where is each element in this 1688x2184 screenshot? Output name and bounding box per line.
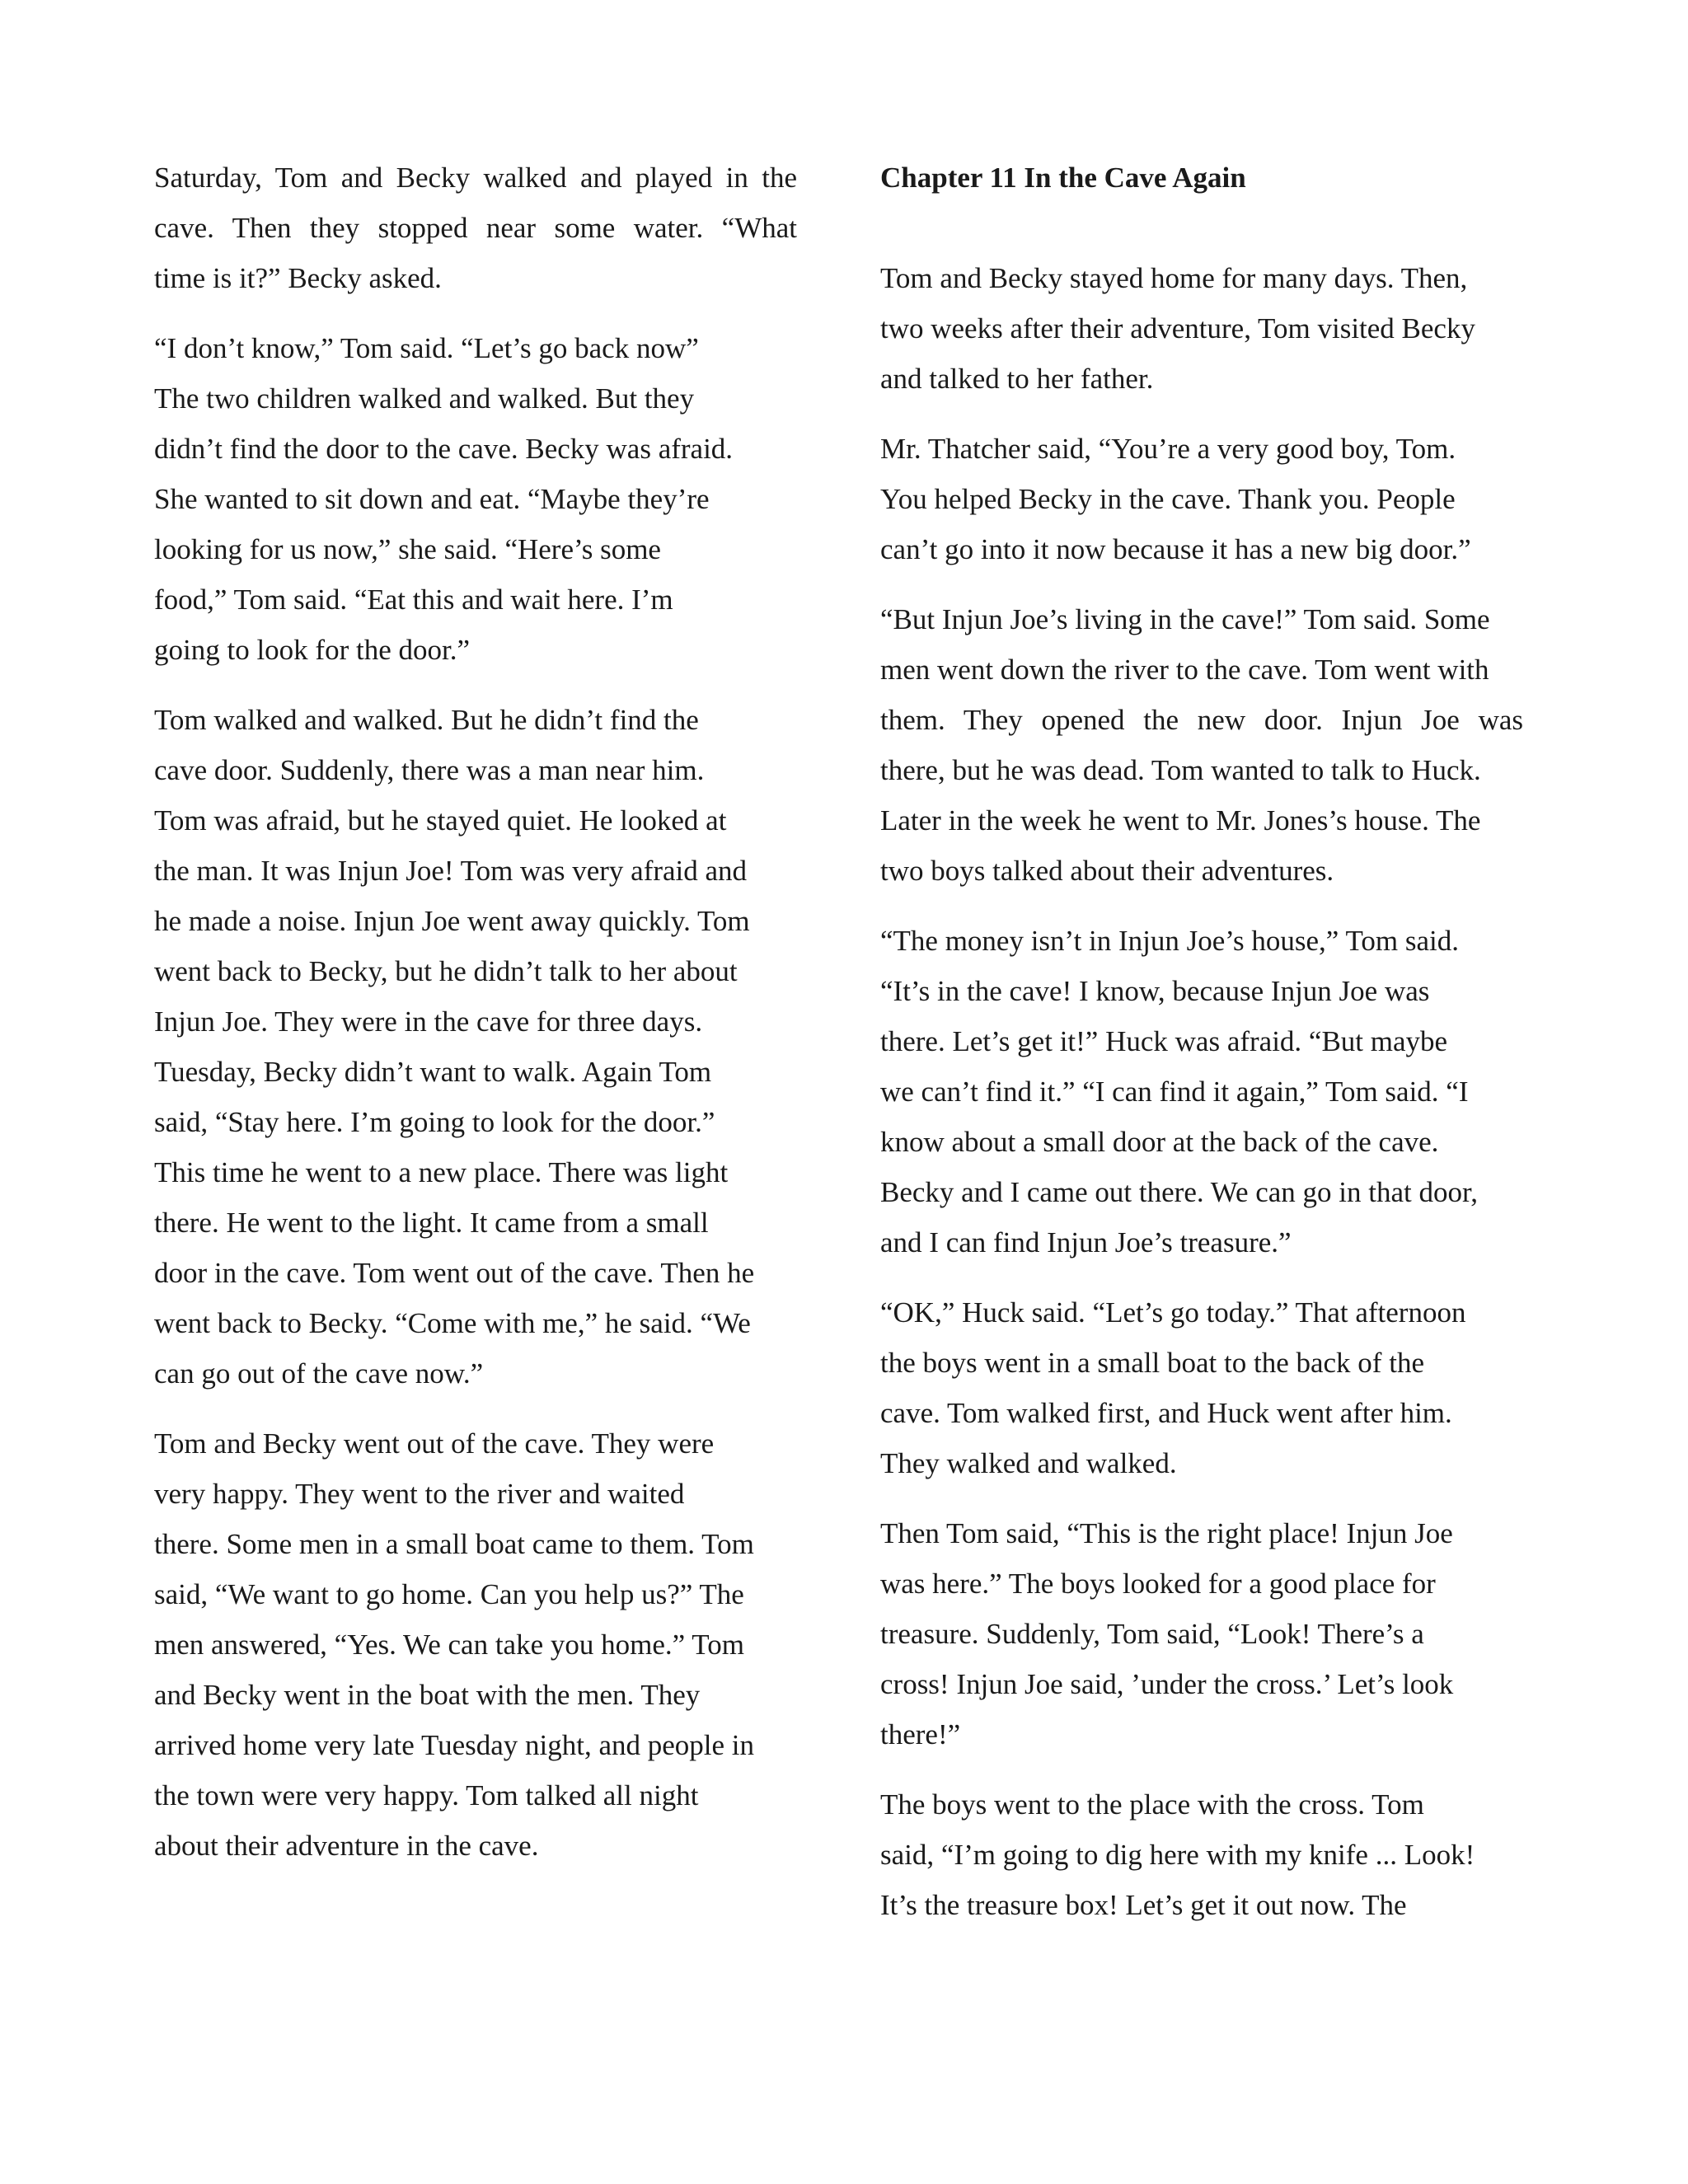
text-line: looking for us now,” she said. “Here’s some bbox=[154, 533, 661, 565]
text-line: door in the cave. Tom went out of the cave. Then he bbox=[154, 1257, 755, 1289]
paragraph bbox=[880, 594, 1523, 896]
text-line: Becky and I came out there. We can go in that door, bbox=[880, 1176, 1479, 1208]
text-line: “The money isn’t in Injun Joe’s house,” Tom said. bbox=[880, 925, 1459, 957]
text-line: said, “We want to go home. Can you help us?” The bbox=[154, 1578, 744, 1610]
text-line: You helped Becky in the cave. Thank you. People bbox=[880, 483, 1456, 515]
paragraph-gap bbox=[880, 574, 1523, 594]
text-line: can go out of the cave now.” bbox=[154, 1357, 484, 1390]
text-line: them. They opened the new door. Injun Joe was bbox=[880, 704, 1523, 736]
text-line: cave. Then they stopped near some water. “What bbox=[154, 212, 797, 244]
text-line: “OK,” Huck said. “Let’s go today.” That afternoon bbox=[880, 1296, 1466, 1329]
text-line: very happy. They went to the river and waited bbox=[154, 1478, 685, 1510]
paragraph bbox=[154, 323, 797, 675]
text-line: arrived home very late Tuesday night, and people in bbox=[154, 1729, 755, 1761]
paragraph-gap bbox=[880, 896, 1523, 916]
paragraph-gap bbox=[880, 404, 1523, 424]
text-line: know about a small door at the back of the cave. bbox=[880, 1126, 1439, 1158]
paragraph bbox=[880, 1287, 1523, 1488]
paragraph-gap bbox=[154, 303, 797, 323]
text-line: and I can find Injun Joe’s treasure.” bbox=[880, 1226, 1292, 1258]
paragraph bbox=[880, 424, 1523, 574]
text-line: two weeks after their adventure, Tom visited Becky bbox=[880, 312, 1475, 344]
paragraph-gap bbox=[154, 675, 797, 695]
paragraph bbox=[154, 1418, 797, 1871]
right-text-column bbox=[880, 152, 1523, 1930]
text-line: we can’t find it.” “I can find it again,” Tom said. “I bbox=[880, 1076, 1469, 1108]
text-line: Tom was afraid, but he stayed quiet. He looked at bbox=[154, 804, 727, 837]
paragraph-gap bbox=[880, 1488, 1523, 1508]
text-line: “But Injun Joe’s living in the cave!” Tom said. Some bbox=[880, 603, 1490, 635]
paragraph-gap bbox=[880, 1760, 1523, 1779]
paragraph bbox=[154, 695, 797, 1399]
text-line: “It’s in the cave! I know, because Injun Joe was bbox=[880, 975, 1430, 1007]
text-line: there. He went to the light. It came from a small bbox=[154, 1207, 709, 1239]
text-line: Tom and Becky went out of the cave. They were bbox=[154, 1427, 715, 1460]
text-line: Mr. Thatcher said, “You’re a very good boy, Tom. bbox=[880, 433, 1456, 465]
text-line: was here.” The boys looked for a good place for bbox=[880, 1568, 1436, 1600]
text-line: he made a noise. Injun Joe went away quickly. Tom bbox=[154, 905, 750, 937]
text-line: men went down the river to the cave. Tom went with bbox=[880, 654, 1489, 686]
text-line: there. Some men in a small boat came to them. Tom bbox=[154, 1528, 754, 1560]
text-line: and Becky went in the boat with the men. They bbox=[154, 1679, 701, 1711]
text-line: there, but he was dead. Tom wanted to talk to Huck. bbox=[880, 754, 1481, 786]
text-line: men answered, “Yes. We can take you home.” Tom bbox=[154, 1629, 744, 1661]
text-line: there!” bbox=[880, 1718, 961, 1750]
text-line: the boys went in a small boat to the back of the bbox=[880, 1347, 1424, 1379]
text-line: cross! Injun Joe said, ’under the cross.’ Let’s look bbox=[880, 1668, 1454, 1700]
paragraph bbox=[880, 1508, 1523, 1760]
chapter-heading: Chapter 11 In the Cave Again bbox=[880, 162, 1246, 194]
text-line: Saturday, Tom and Becky walked and played in the bbox=[154, 162, 797, 194]
text-line: cave. Tom walked first, and Huck went after him. bbox=[880, 1397, 1452, 1429]
text-line: Injun Joe. They were in the cave for three days. bbox=[154, 1005, 703, 1038]
text-line: there. Let’s get it!” Huck was afraid. “But maybe bbox=[880, 1025, 1448, 1057]
paragraph bbox=[880, 1779, 1523, 1930]
text-line: “I don’t know,” Tom said. “Let’s go back now” bbox=[154, 332, 699, 364]
text-line: cave door. Suddenly, there was a man near him. bbox=[154, 754, 705, 786]
paragraph bbox=[154, 152, 797, 303]
text-line: Tom and Becky stayed home for many days. Then, bbox=[880, 262, 1468, 294]
text-line: said, “Stay here. I’m going to look for the door.” bbox=[154, 1106, 715, 1138]
text-line: said, “I’m going to dig here with my knife ... Look! bbox=[880, 1839, 1475, 1871]
left-text-column bbox=[154, 152, 797, 1871]
text-line: Then Tom said, “This is the right place! Injun Joe bbox=[880, 1517, 1453, 1549]
text-line: They walked and walked. bbox=[880, 1447, 1177, 1479]
text-line: time is it?” Becky asked. bbox=[154, 262, 442, 294]
text-line: and talked to her father. bbox=[880, 363, 1154, 395]
text-line: This time he went to a new place. There was light bbox=[154, 1156, 729, 1188]
text-line: The boys went to the place with the cross. Tom bbox=[880, 1788, 1424, 1821]
paragraph-gap bbox=[154, 1399, 797, 1418]
text-line: the man. It was Injun Joe! Tom was very afraid and bbox=[154, 855, 748, 887]
heading-spacer bbox=[880, 203, 1523, 253]
right-column-body bbox=[880, 253, 1523, 1930]
text-line: went back to Becky. “Come with me,” he said. “We bbox=[154, 1307, 751, 1339]
text-line: can’t go into it now because it has a new big door.” bbox=[880, 533, 1471, 565]
text-line: about their adventure in the cave. bbox=[154, 1830, 539, 1862]
text-line: going to look for the door.” bbox=[154, 634, 471, 666]
text-line: Later in the week he went to Mr. Jones’s house. The bbox=[880, 804, 1481, 837]
text-line: It’s the treasure box! Let’s get it out now. The bbox=[880, 1889, 1407, 1921]
text-line: two boys talked about their adventures. bbox=[880, 855, 1334, 887]
text-line: Tom walked and walked. But he didn’t find the bbox=[154, 704, 699, 736]
text-line: food,” Tom said. “Eat this and wait here. I’m bbox=[154, 583, 673, 616]
text-line: Tuesday, Becky didn’t want to walk. Again Tom bbox=[154, 1056, 712, 1088]
text-line: didn’t find the door to the cave. Becky was afraid. bbox=[154, 433, 734, 465]
text-line: went back to Becky, but he didn’t talk to her about bbox=[154, 955, 738, 987]
text-line: treasure. Suddenly, Tom said, “Look! There’s a bbox=[880, 1618, 1424, 1650]
paragraph-gap bbox=[880, 1268, 1523, 1287]
paragraph bbox=[880, 916, 1523, 1268]
text-line: She wanted to sit down and eat. “Maybe they’re bbox=[154, 483, 710, 515]
text-line: the town were very happy. Tom talked all night bbox=[154, 1779, 699, 1811]
paragraph bbox=[880, 253, 1523, 404]
text-line: The two children walked and walked. But they bbox=[154, 382, 695, 415]
